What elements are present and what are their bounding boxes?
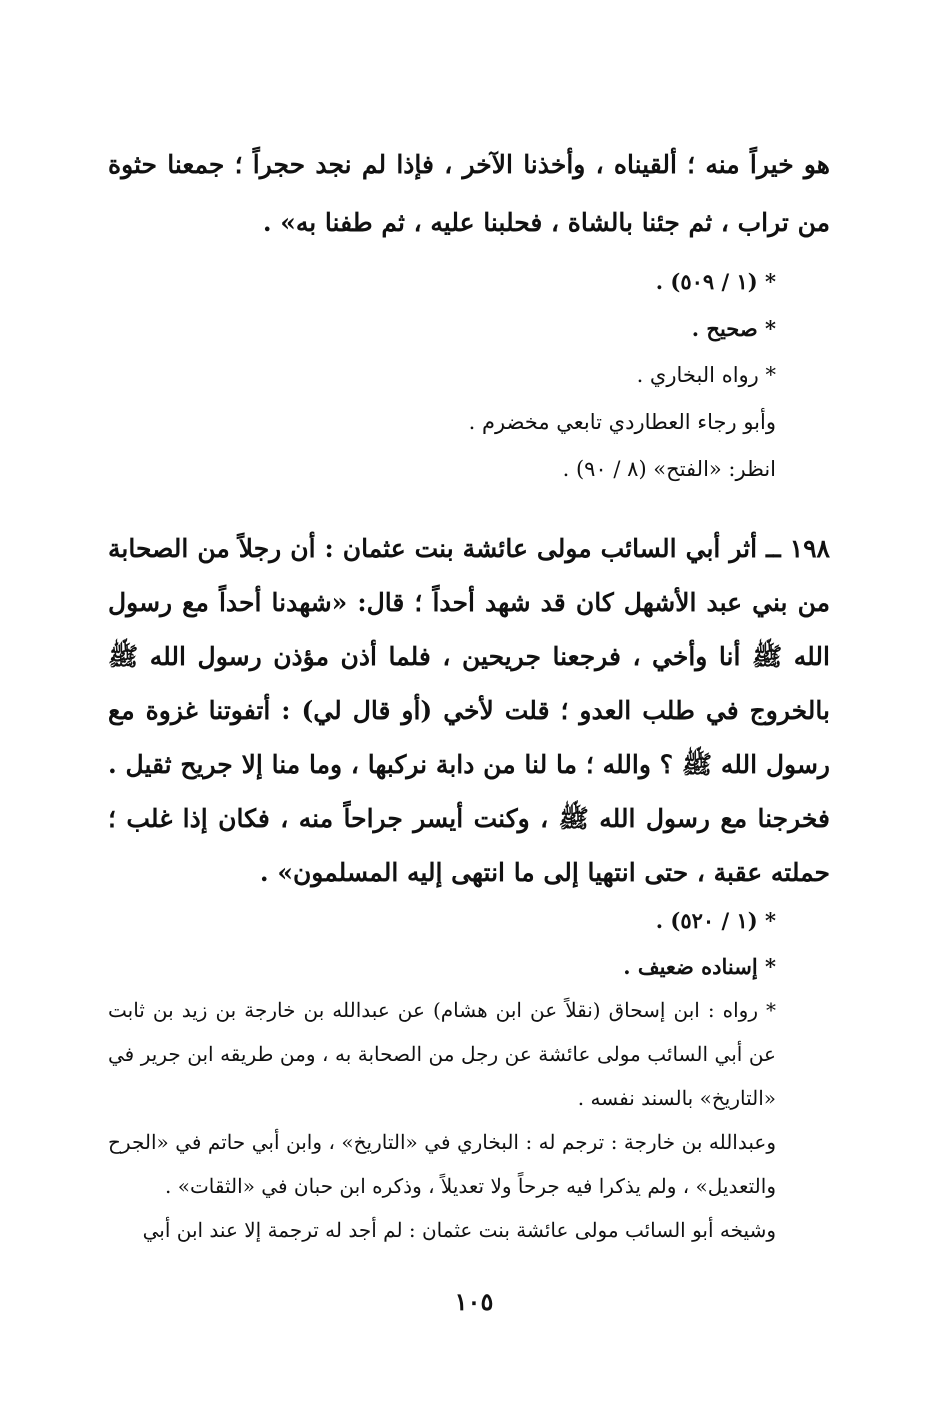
takhrij-paragraphs bbox=[108, 988, 830, 1252]
intro-paragraph bbox=[108, 136, 830, 252]
note-reference: * (١ / ٥٠٩) . bbox=[655, 269, 776, 294]
note-narrator: وأبو رجاء العطاردي تابعي مخضرم . bbox=[468, 410, 776, 434]
note-see-also: انظر: «الفتح» (٨ / ٩٠) . bbox=[562, 457, 776, 481]
intro-paragraph-text: هو خيراً منه ؛ ألقيناه ، وأخذنا الآخر ، فإذا لم نجد حجراً ؛ جمعنا حثوة من تراب ، ثم جئنا بالشاة ، فحلبنا عليه ، ثم طفنا به» . bbox=[108, 150, 830, 237]
note-reference: * (١ / ٥٢٠) . bbox=[655, 908, 776, 933]
hadith-notes-509 bbox=[108, 258, 776, 493]
hadith-notes-520 bbox=[108, 898, 776, 990]
hadith-198-text: ١٩٨ ــ أثر أبي السائب مولى عائشة بنت عثمان : أن رجلاً من الصحابة من بني عبد الأشهل كان قد شهد أحداً ؛ قال: «شهدنا أحداً مع رسول الله ﷺ أنا وأخي ، فرجعنا جريحين ، فلما أذن مؤذن رسول الله ﷺ بالخروج في طلب العدو ؛ قلت لأخي (أو قال لي) : أتفوتنا غزوة مع رسول الله ﷺ ؟ والله ؛ ما لنا من دابة نركبها ، وما منا إلا جريح ثقيل . فخرجنا مع رسول الله ﷺ ، وكنت أيسر جراحاً منه ، فكان إذا غلب ؛ حملته عقبة ، حتى انتهيا إلى ما انتهى إليه المسلمون» . bbox=[108, 534, 830, 887]
takhrij-narrator-abdullah: وعبدالله بن خارجة : ترجم له : البخاري في «التاريخ» ، وابن أبي حاتم في «الجرح والتعديل» ، ولم يذكرا فيه جرحاً ولا تعديلاً ، وذكره ابن حبان في «الثقات» . bbox=[108, 1130, 776, 1198]
note-grade: * إسناده ضعيف . bbox=[623, 954, 776, 979]
takhrij-narration: * رواه : ابن إسحاق (نقلاً عن ابن هشام) عن عبدالله بن خارجة بن زيد بن ثابت عن أبي السائب مولى عائشة عن رجل من الصحابة به ، ومن طريقه ابن جرير في «التاريخ» بالسند نفسه . bbox=[108, 998, 776, 1110]
note-source: * رواه البخاري . bbox=[636, 363, 776, 387]
hadith-198-paragraph bbox=[108, 522, 830, 900]
takhrij-shaykh: وشيخه أبو السائب مولى عائشة بنت عثمان : لم أجد له ترجمة إلا عند ابن أبي bbox=[142, 1218, 776, 1242]
page-number: ١٠٥ bbox=[454, 1287, 494, 1316]
note-grade: * صحيح . bbox=[691, 316, 776, 341]
